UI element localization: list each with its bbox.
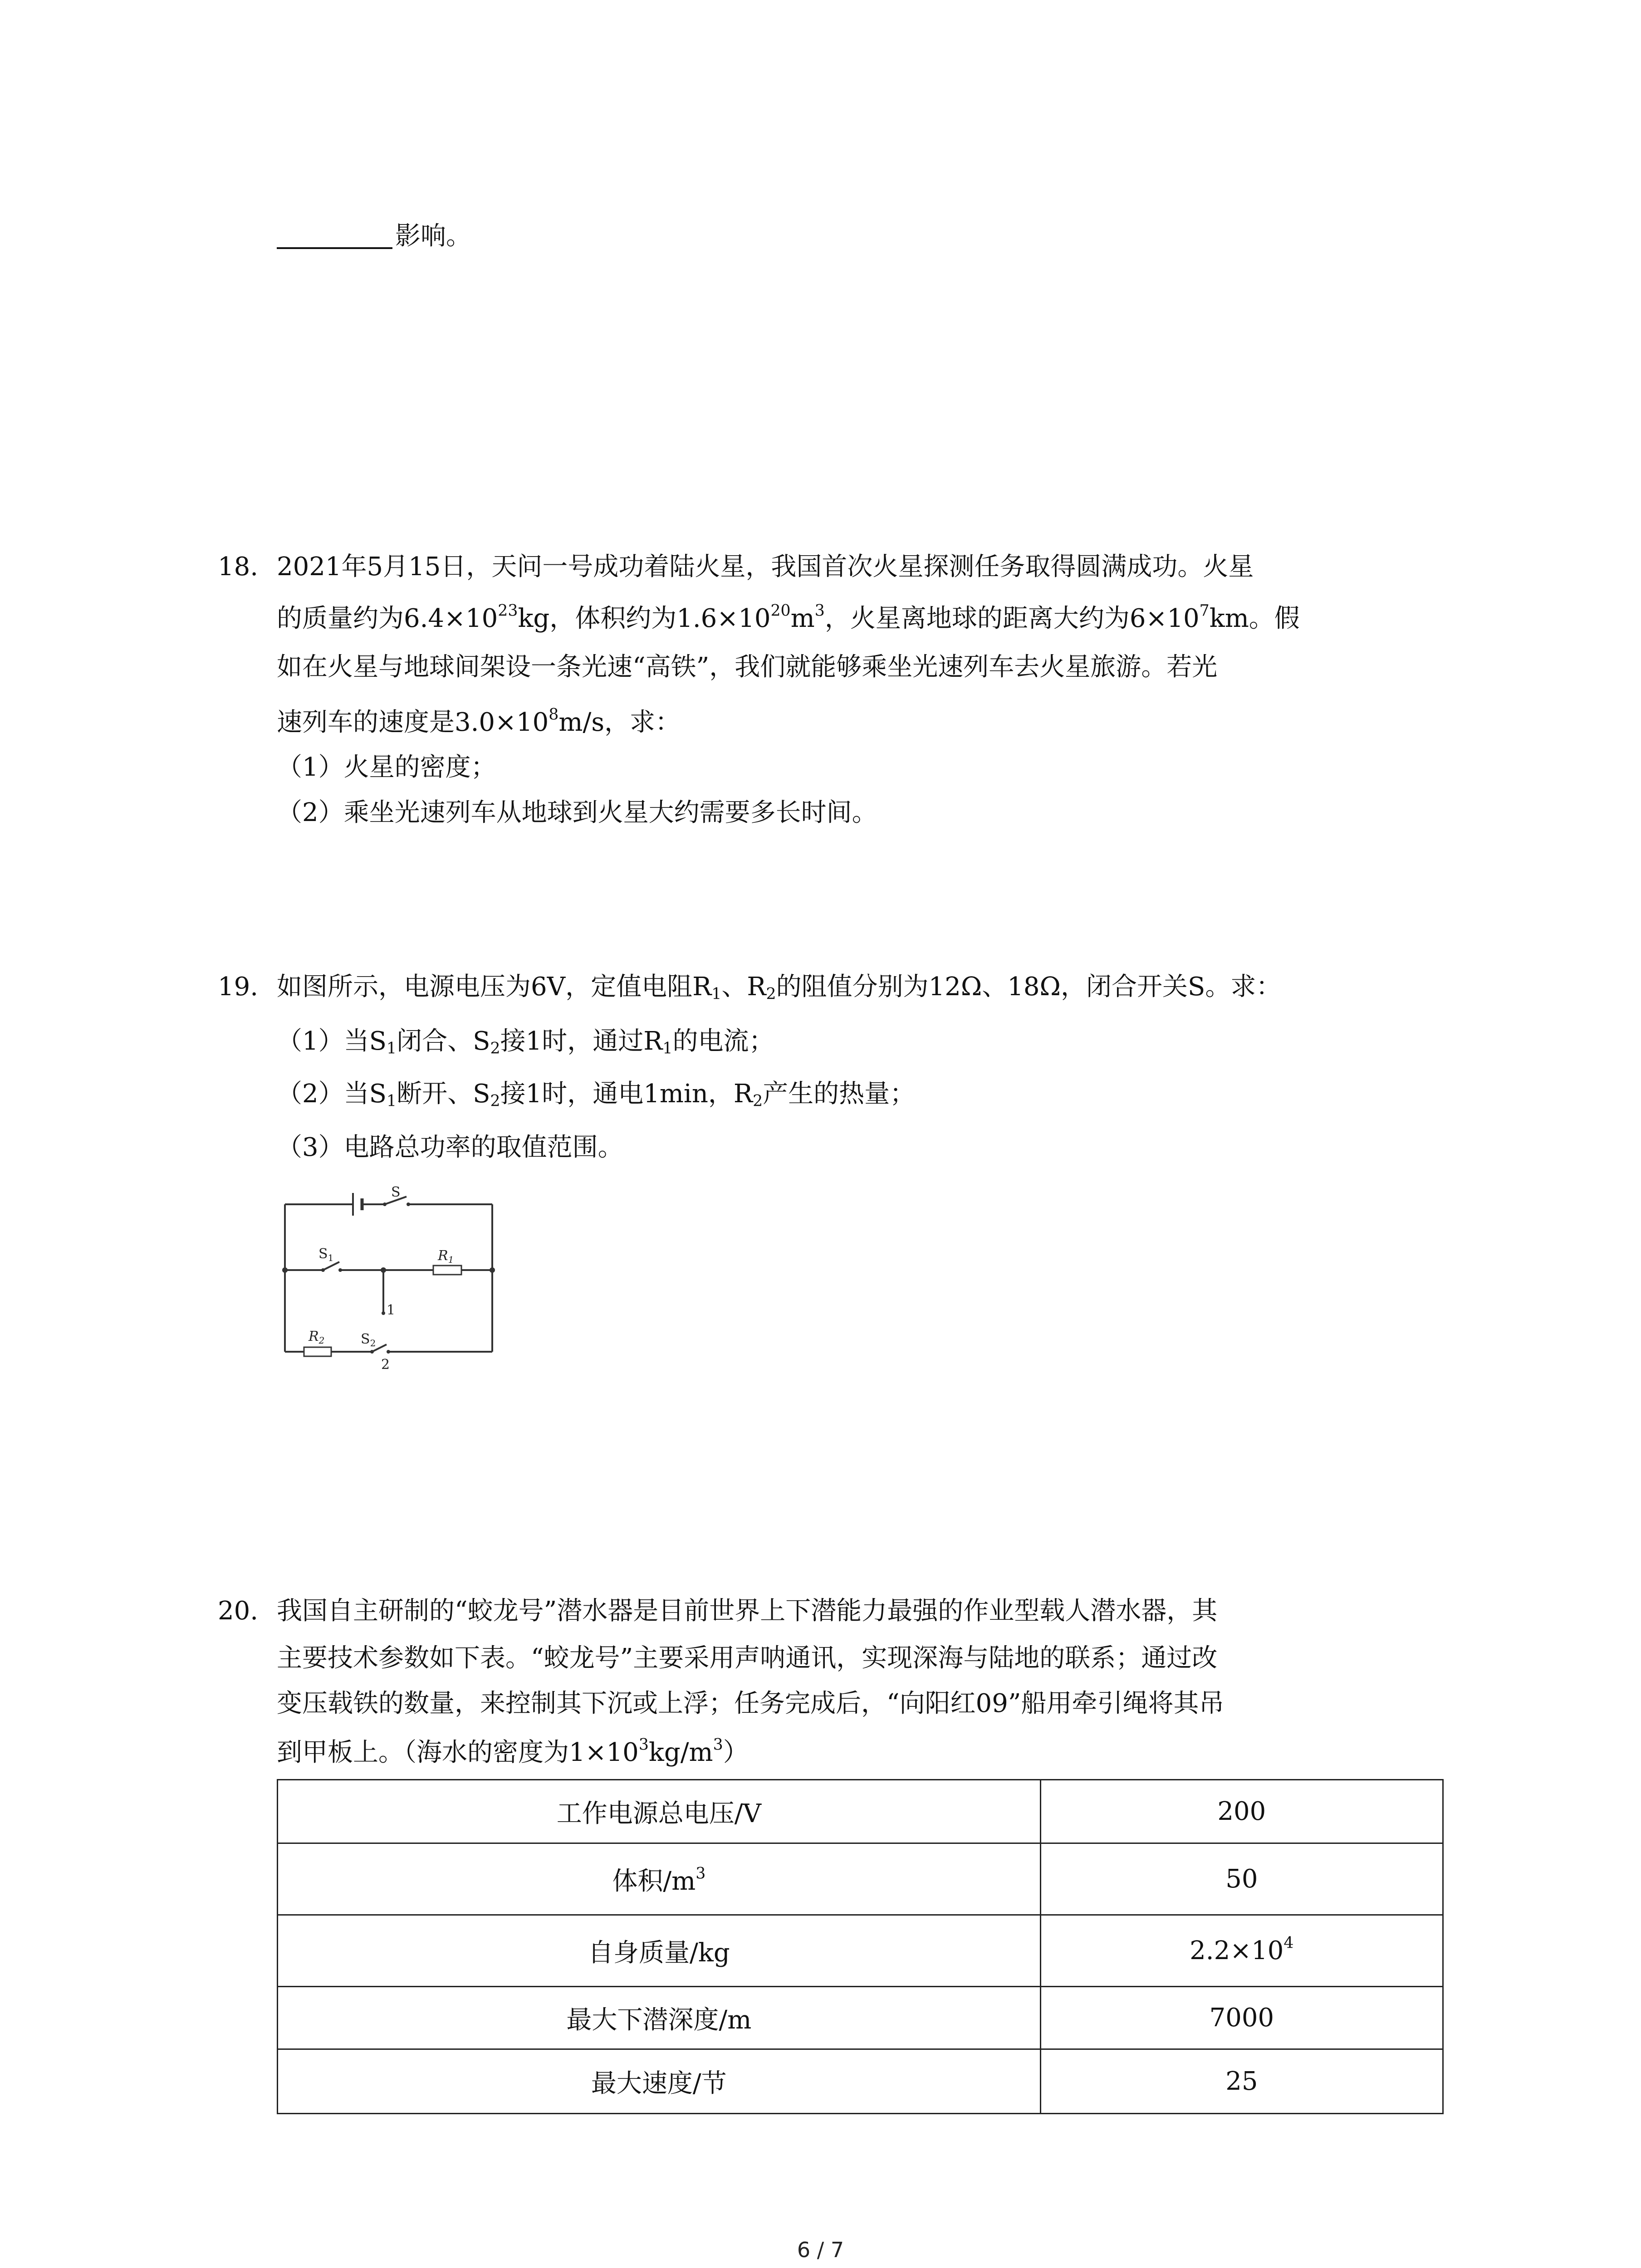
table-cell-label: 工作电源总电压/V [278, 1780, 1041, 1843]
table-cell-label: 体积$/m^3$ [278, 1843, 1041, 1915]
question-number: 20. [218, 1596, 259, 1626]
table-cell-value: 50 [1040, 1843, 1443, 1915]
table-cell-value: 25 [1040, 2049, 1443, 2114]
table-row [278, 2049, 1443, 2114]
label-s: S [391, 1184, 401, 1200]
label-r2: $R_2$ [309, 1329, 325, 1346]
label-s2: $S_2$ [361, 1331, 376, 1349]
table-cell-label: 最大下潜深度/m [278, 1987, 1041, 2049]
continuation-line [277, 222, 471, 249]
sub-question: （2）当$S_1$断开、$S_2$接1时，通电1min，$R_2$产生的热量； [277, 1079, 916, 1110]
specs-table [277, 1779, 1444, 2114]
question-text-line: 如在火星与地球间架设一条光速“高铁”，我们就能够乘坐光速列车去火星旅游。若光 [277, 652, 1218, 682]
table-cell-value: 7000 [1040, 1987, 1443, 2049]
resistor-r2-icon [304, 1347, 331, 1356]
question-text-line: 主要技术参数如下表。“蛟龙号”主要采用声呐通讯，实现深海与陆地的联系；通过改 [277, 1643, 1218, 1673]
continuation-text: 影响。 [395, 221, 471, 251]
table-row [278, 1780, 1443, 1843]
sub-question: （1）火星的密度； [277, 753, 496, 782]
question-text-line: 2021年5月15日，天问一号成功着陆火星，我国首次火星探测任务取得圆满成功。火星 [277, 552, 1254, 582]
question-text-line: 变压载铁的数量，来控制其下沉或上浮；任务完成后，“向阳红09”船用牵引绳将其吊 [277, 1689, 1225, 1718]
circuit-diagram [272, 1184, 508, 1374]
question-text-line: 如图所示，电源电压为6V，定值电阻$R_1$、$R_2$的阻值分别为12Ω、18Ω，闭合开关S。求： [277, 972, 1282, 1003]
question-text-line: 我国自主研制的“蛟龙号”潜水器是目前世界上下潜能力最强的作业型载人潜水器，其 [277, 1596, 1218, 1626]
sub-question: （1）当$S_1$闭合、$S_2$接1时，通过$R_1$的电流； [277, 1026, 774, 1058]
label-position-2: 2 [381, 1357, 390, 1373]
sub-question: （3）电路总功率的取值范围。 [277, 1133, 623, 1162]
question-text-line: 到甲板上。（海水的密度为$1\times 10^3kg/m^3$） [277, 1735, 749, 1767]
table-row [278, 1915, 1443, 1987]
page-number: 6 / 7 [797, 2238, 844, 2262]
table-row [278, 1987, 1443, 2049]
question-text-line: 的质量约为$6.4\times 10^{23}kg$，体积约为$1.6\times 10^{20}m^3$，火星离地球的距离大约为$6\times 10^7km$。假 [277, 601, 1300, 633]
battery-icon [353, 1193, 362, 1216]
label-r1: $R_1$ [438, 1248, 454, 1265]
table-cell-value: $2.2\times 10^4$ [1040, 1915, 1443, 1987]
question-number: 19. [218, 972, 259, 1002]
resistor-r1-icon [433, 1266, 461, 1275]
switch-s1-icon [321, 1262, 342, 1272]
table-cell-label: 最大速度/节 [278, 2049, 1041, 2114]
table-cell-label: 自身质量/kg [278, 1915, 1041, 1987]
question-number: 18. [218, 552, 259, 582]
label-position-1: 1 [387, 1302, 396, 1318]
sub-question: （2）乘坐光速列车从地球到火星大约需要多长时间。 [277, 798, 877, 827]
label-s1: $S_1$ [318, 1246, 334, 1263]
table-row [278, 1843, 1443, 1915]
question-text-line: 速列车的速度是$3.0\times 10^8m/s$，求： [277, 705, 681, 737]
answer-blank [277, 222, 392, 249]
table-cell-value: 200 [1040, 1780, 1443, 1843]
